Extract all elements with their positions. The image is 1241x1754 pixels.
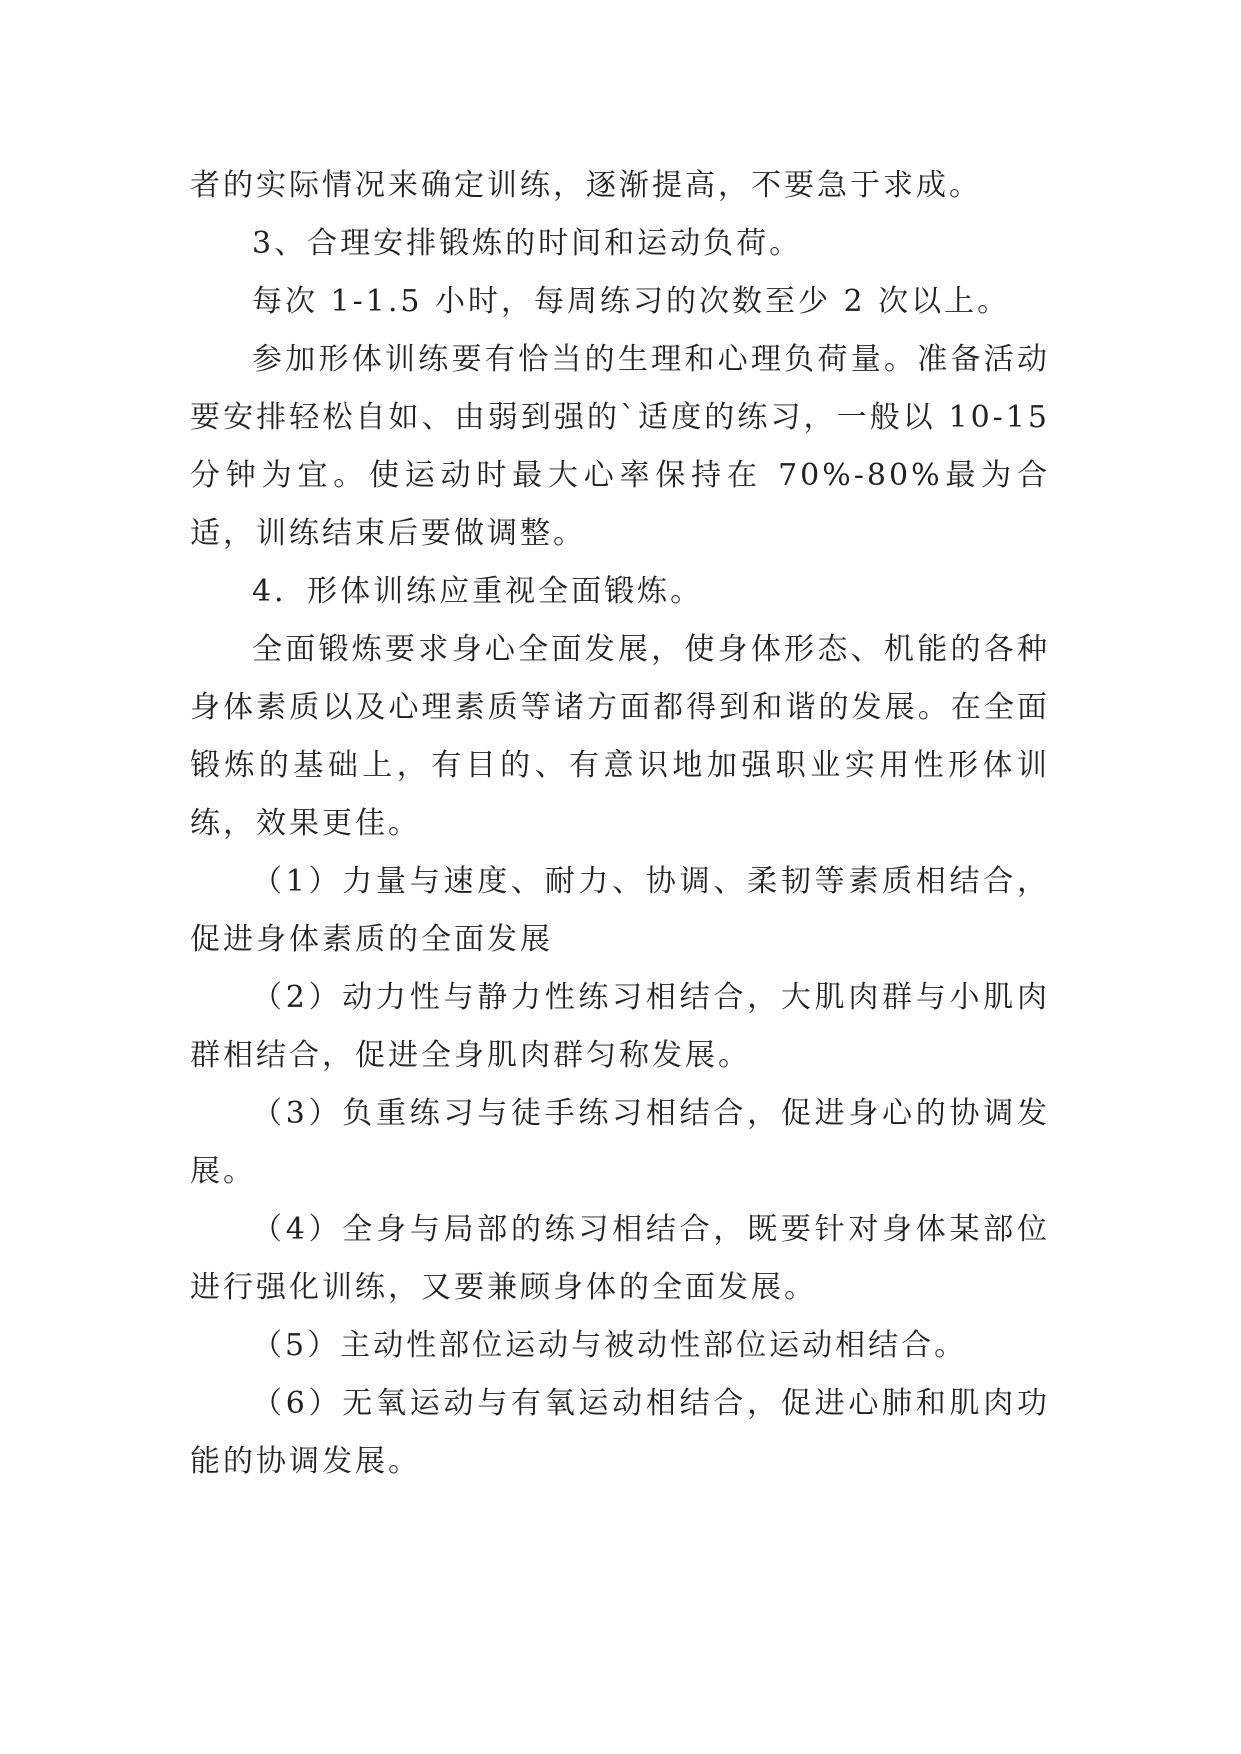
list-item-3: （3）负重练习与徒手练习相结合，促进身心的协调发展。 [190,1096,1050,1189]
list-item-1: （1）力量与速度、耐力、协调、柔韧等素质相结合，促进身体素质的全面发展 [190,864,1050,957]
paragraph-comprehensive: 全面锻炼要求身心全面发展，使身体形态、机能的各种身体素质以及心理素质等诸方面都得到和谐的发展。在全面锻炼的基础上，有目的、有意识地加强职业实用性形体训练，效果更佳。 [190,632,1050,841]
paragraph-load: 参加形体训练要有恰当的生理和心理负荷量。准备活动要安排轻松自如、由弱到强的`适度的练习，一般以 10-15 分钟为宜。使运动时最大心率保持在 70%-80%最为合适，训练结束后要做调整。 [190,342,1050,551]
paragraph-continuation: 者的实际情况来确定训练，逐渐提高，不要急于求成。 [190,168,982,203]
list-item-5: （5）主动性部位运动与被动性部位运动相结合。 [252,1328,968,1363]
paragraph-frequency: 每次 1-1.5 小时，每周练习的次数至少 2 次以上。 [252,284,1011,319]
list-item-6: （6）无氧运动与有氧运动相结合，促进心肺和肌肉功能的协调发展。 [190,1386,1050,1479]
document-body [190,157,1050,1491]
list-item-2: （2）动力性与静力性练习相结合，大肌肉群与小肌肉群相结合，促进全身肌肉群匀称发展。 [190,980,1050,1073]
list-item-4: （4）全身与局部的练习相结合，既要针对身体某部位进行强化训练，又要兼顾身体的全面发展。 [190,1212,1050,1305]
section-heading-3: 3、合理安排锻炼的时间和运动负荷。 [252,226,803,261]
section-heading-4: 4．形体训练应重视全面锻炼。 [252,574,704,609]
